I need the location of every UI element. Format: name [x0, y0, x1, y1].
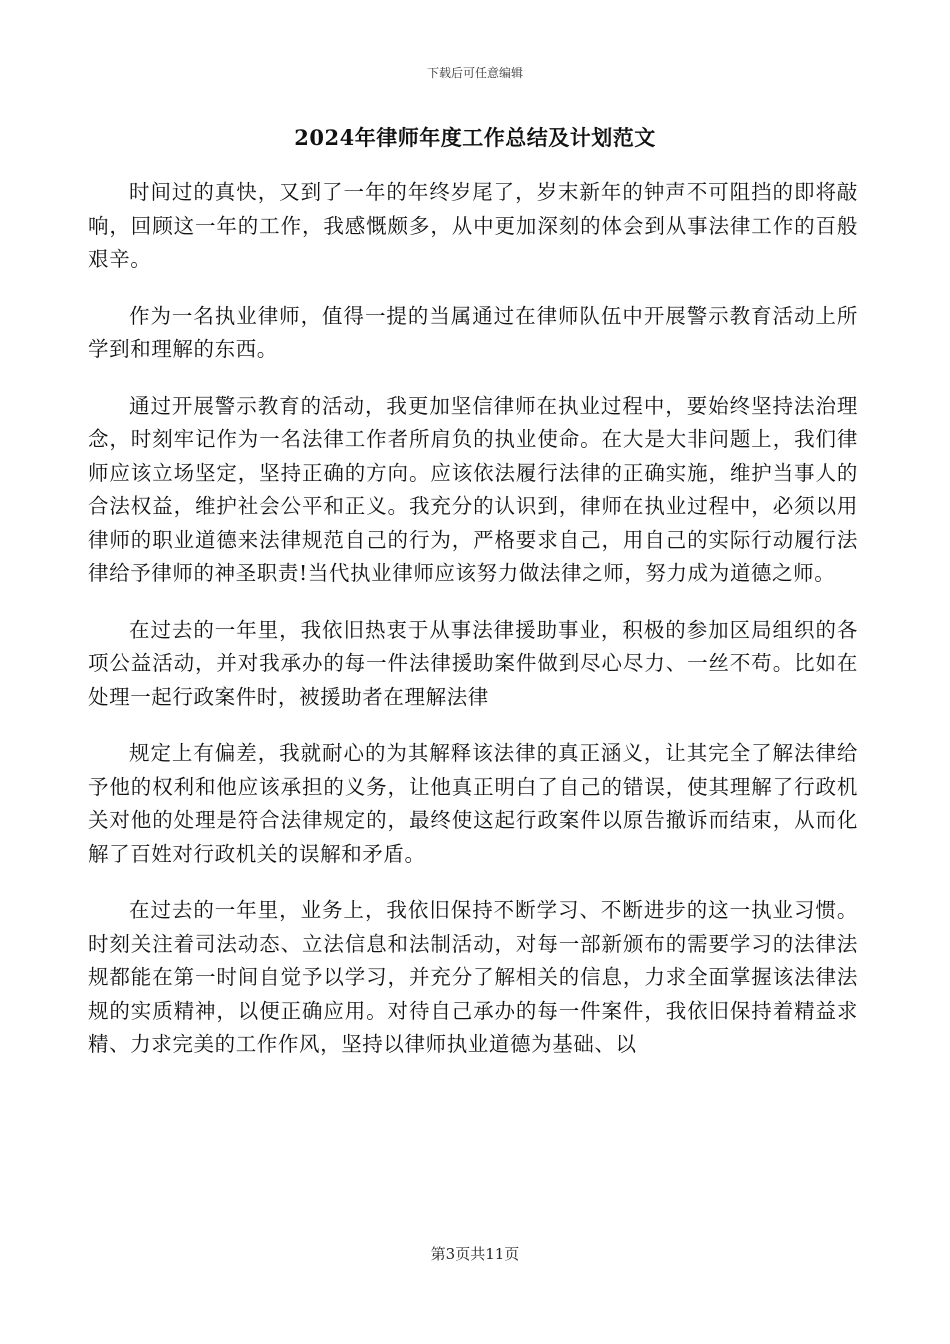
paragraph-5: 规定上有偏差，我就耐心的为其解释该法律的真正涵义，让其完全了解法律给予他的权利和他应该承担的义务，让他真正明白了自己的错误，使其理解了行政机关对他的处理是符合法律规定的，最终使这起行政案件以原告撤诉而结束，从而化解了百姓对行政机关的误解和矛盾。 — [88, 741, 858, 866]
document-body — [88, 176, 858, 1085]
paragraph-4: 在过去的一年里，我依旧热衷于从事法律援助事业，积极的参加区局组织的各项公益活动，并对我承办的每一件法律援助案件做到尽心尽力、一丝不苟。比如在处理一起行政案件时，被援助者在理解法律 — [88, 617, 858, 709]
paragraph-6: 在过去的一年里，业务上，我依旧保持不断学习、不断进步的这一执业习惯。时刻关注着司法动态、立法信息和法制活动，对每一部新颁布的需要学习的法律法规都能在第一时间自觉予以学习，并充分了解相关的信息，力求全面掌握该法律法规的实质精神，以便正确应用。对待自己承办的每一件案件，我依旧保持着精益求精、力求完美的工作作风，坚持以律师执业道德为基础、以 — [88, 898, 858, 1056]
document-title: 2024年律师年度工作总结及计划范文 — [294, 125, 656, 150]
page-footer: 第3页共11页 — [430, 1245, 520, 1263]
paragraph-3: 通过开展警示教育的活动，我更加坚信律师在执业过程中，要始终坚持法治理念，时刻牢记作为一名法律工作者所肩负的执业使命。在大是大非问题上，我们律师应该立场坚定，坚持正确的方向。应该依法履行法律的正确实施，维护当事人的合法权益，维护社会公平和正义。我充分的认识到，律师在执业过程中，必须以用律师的职业道德来法律规范自己的行为，严格要求自己，用自己的实际行动履行法律给予律师的神圣职责!当代执业律师应该努力做法律之师，努力成为道德之师。 — [88, 393, 858, 585]
paragraph-1: 时间过的真快，又到了一年的年终岁尾了，岁末新年的钟声不可阻挡的即将敲响，回顾这一年的工作，我感慨颇多，从中更加深刻的体会到从事法律工作的百般艰辛。 — [88, 180, 858, 271]
header-note: 下载后可任意编辑 — [426, 66, 523, 80]
paragraph-2: 作为一名执业律师，值得一提的当属通过在律师队伍中开展警示教育活动上所学到和理解的东西。 — [88, 303, 858, 361]
